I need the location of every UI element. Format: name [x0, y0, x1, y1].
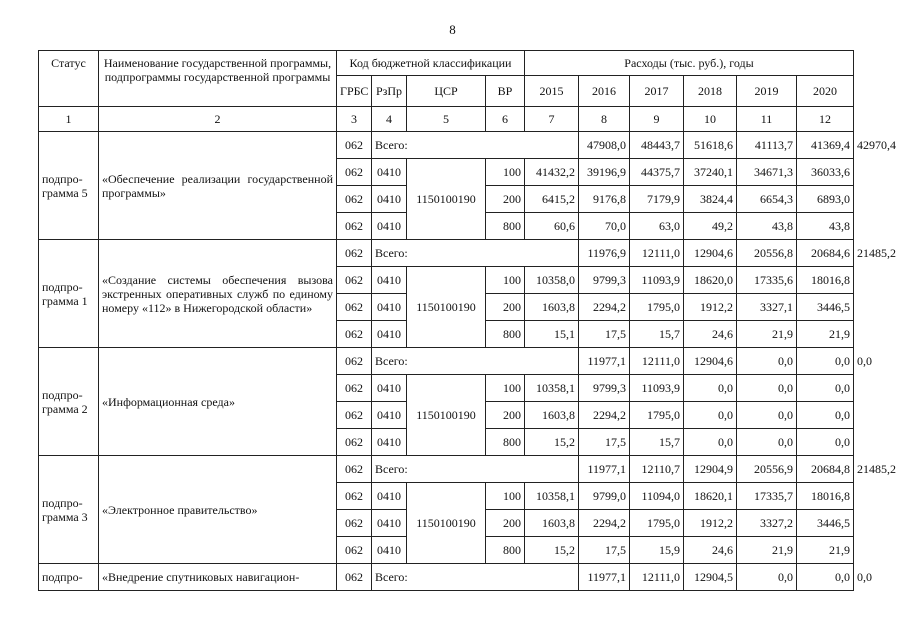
expense-cell: 17,5 [579, 537, 630, 564]
expense-cell: 17335,6 [737, 267, 797, 294]
grbs-cell: 062 [337, 402, 372, 429]
column-number: 1 [39, 107, 99, 132]
csr-cell: 1150100190 [407, 375, 486, 456]
expense-cell: 1912,2 [684, 294, 737, 321]
subprogram-status: подпро- грамма 1 [39, 240, 99, 348]
subprogram-status: подпро- грамма 3 [39, 456, 99, 564]
vr-cell: 800 [486, 213, 525, 240]
expense-cell: 20556,9 [737, 456, 797, 483]
grbs-cell: 062 [337, 294, 372, 321]
expense-cell: 3327,1 [737, 294, 797, 321]
expense-cell: 12904,9 [684, 456, 737, 483]
expense-cell: 15,9 [630, 537, 684, 564]
expense-cell: 39196,9 [579, 159, 630, 186]
vr-cell: 800 [486, 429, 525, 456]
expense-cell: 15,2 [525, 429, 579, 456]
grbs-cell: 062 [337, 240, 372, 267]
header-csr: ЦСР [407, 76, 486, 107]
rzpr-cell: 0410 [372, 537, 407, 564]
subprogram-status: подпро- грамма 2 [39, 348, 99, 456]
expense-cell: 3824,4 [684, 186, 737, 213]
header-year: 2016 [579, 76, 630, 107]
expense-cell: 1603,8 [525, 510, 579, 537]
expense-cell: 24,6 [684, 321, 737, 348]
expense-cell: 48443,7 [630, 132, 684, 159]
grbs-cell: 062 [337, 186, 372, 213]
expense-cell: 17,5 [579, 429, 630, 456]
expense-cell: 43,8 [737, 213, 797, 240]
expense-cell: 12904,6 [684, 348, 737, 375]
expense-cell: 2294,2 [579, 510, 630, 537]
expense-cell: 1912,2 [684, 510, 737, 537]
column-number: 6 [486, 107, 525, 132]
expense-cell: 12904,6 [684, 240, 737, 267]
csr-cell: 1150100190 [407, 267, 486, 348]
expense-cell: 2294,2 [579, 402, 630, 429]
vr-cell: 200 [486, 402, 525, 429]
expense-cell: 18016,8 [797, 483, 854, 510]
column-number: 12 [797, 107, 854, 132]
rzpr-cell: 0410 [372, 429, 407, 456]
rzpr-cell: 0410 [372, 510, 407, 537]
expense-cell: 0,0 [737, 375, 797, 402]
expense-cell: 15,2 [525, 537, 579, 564]
expense-cell: 70,0 [579, 213, 630, 240]
grbs-cell: 062 [337, 132, 372, 159]
expense-cell: 6893,0 [797, 186, 854, 213]
expense-cell: 3327,2 [737, 510, 797, 537]
grbs-cell: 062 [337, 483, 372, 510]
subprogram-total-row: подпро- грамма 2 «Информационная среда» 062 Всего: 11977,1 12111,0 12904,6 0,0 0,0 0,0 [39, 348, 854, 375]
subprogram-name: «Информационная среда» [99, 348, 337, 456]
vr-cell: 100 [486, 159, 525, 186]
expense-cell: 17,5 [579, 321, 630, 348]
expense-cell: 0,0 [797, 402, 854, 429]
expense-cell: 41113,7 [737, 132, 797, 159]
expense-cell: 9799,3 [579, 375, 630, 402]
csr-cell: 1150100190 [407, 159, 486, 240]
expense-cell: 18620,1 [684, 483, 737, 510]
rzpr-cell: 0410 [372, 294, 407, 321]
page-number: 8 [449, 22, 456, 37]
subprogram-status: подпро- [39, 564, 99, 591]
subprogram-total-row: подпро- «Внедрение спутниковых навигацион- 062 Всего: 11977,1 12111,0 12904,5 0,0 0,0 0,0 [39, 564, 854, 591]
expense-cell: 0,0 [737, 402, 797, 429]
vr-cell: 800 [486, 321, 525, 348]
grbs-cell: 062 [337, 375, 372, 402]
expense-cell: 36033,6 [797, 159, 854, 186]
rzpr-cell: 0410 [372, 267, 407, 294]
expense-cell: 20556,8 [737, 240, 797, 267]
expense-cell: 15,7 [630, 429, 684, 456]
grbs-cell: 062 [337, 564, 372, 591]
column-number: 8 [579, 107, 630, 132]
rzpr-cell: 0410 [372, 483, 407, 510]
expense-cell: 24,6 [684, 537, 737, 564]
vr-cell: 100 [486, 267, 525, 294]
expense-cell: 47908,0 [579, 132, 630, 159]
expense-cell: 21,9 [797, 321, 854, 348]
grbs-cell: 062 [337, 213, 372, 240]
expense-cell: 0,0 [737, 429, 797, 456]
expense-cell: 0,0 [684, 375, 737, 402]
subprogram-total-row: подпро- грамма 1 «Создание системы обеспечения вызова экстренных оперативных служб по единому номеру «112» в Нижегородской области» 062 Всего: 11976,9 12111,0 12904,6 20556,8 20684,6 21485,2 [39, 240, 854, 267]
expense-cell: 43,8 [797, 213, 854, 240]
rzpr-cell: 0410 [372, 375, 407, 402]
expense-cell: 11094,0 [630, 483, 684, 510]
expense-cell: 51618,6 [684, 132, 737, 159]
vr-cell: 800 [486, 537, 525, 564]
vr-cell: 200 [486, 186, 525, 213]
expense-cell: 12904,5 [684, 564, 737, 591]
expense-cell: 37240,1 [684, 159, 737, 186]
expense-cell: 11093,9 [630, 267, 684, 294]
expense-cell: 1603,8 [525, 294, 579, 321]
total-label: Всего: [372, 240, 579, 267]
column-number: 3 [337, 107, 372, 132]
subprogram-total-row: подпро- грамма 3 «Электронное правительство» 062 Всего: 11977,1 12110,7 12904,9 20556,9 20684,8 21485,2 [39, 456, 854, 483]
header-vr: ВР [486, 76, 525, 107]
expense-cell: 0,0 [797, 348, 854, 375]
expense-cell: 2294,2 [579, 294, 630, 321]
expense-cell: 10358,1 [525, 375, 579, 402]
expense-cell: 0,0 [684, 429, 737, 456]
column-number: 9 [630, 107, 684, 132]
expense-cell: 11977,1 [579, 348, 630, 375]
expense-cell: 6654,3 [737, 186, 797, 213]
expense-cell: 11093,9 [630, 375, 684, 402]
expense-cell: 10358,0 [525, 267, 579, 294]
expense-cell: 18016,8 [797, 267, 854, 294]
column-number: 4 [372, 107, 407, 132]
expense-cell: 12111,0 [630, 240, 684, 267]
expense-cell: 9799,3 [579, 267, 630, 294]
expense-cell: 15,1 [525, 321, 579, 348]
header-year: 2018 [684, 76, 737, 107]
grbs-cell: 062 [337, 267, 372, 294]
vr-cell: 100 [486, 483, 525, 510]
subprogram-total-row: подпро- грамма 5 «Обеспечение реализации государственной программы» 062 Всего: 47908,0 48443,7 51618,6 41113,7 41369,4 42970,4 [39, 132, 854, 159]
subprogram-name: «Создание системы обеспечения вызова экстренных оперативных служб по единому номеру «112» в Нижегородской области» [99, 240, 337, 348]
total-label: Всего: [372, 348, 579, 375]
expense-cell: 12111,0 [630, 348, 684, 375]
expense-cell: 11977,1 [579, 456, 630, 483]
header-year: 2020 [797, 76, 854, 107]
header-status: Статус [39, 51, 99, 107]
csr-cell: 1150100190 [407, 483, 486, 564]
column-number: 7 [525, 107, 579, 132]
expense-cell: 0,0 [737, 348, 797, 375]
expense-cell: 0,0 [797, 429, 854, 456]
header-name: Наименование государственной программы, подпрограммы государственной программы [99, 51, 337, 107]
budget-table [38, 50, 896, 591]
grbs-cell: 062 [337, 456, 372, 483]
column-numbers-row [39, 107, 854, 132]
expense-cell: 1795,0 [630, 510, 684, 537]
expense-cell: 18620,0 [684, 267, 737, 294]
subprogram-name: «Обеспечение реализации государственной программы» [99, 132, 337, 240]
total-label: Всего: [372, 132, 579, 159]
vr-cell: 200 [486, 510, 525, 537]
expense-cell: 1795,0 [630, 294, 684, 321]
table-body [39, 132, 896, 591]
expense-cell: 6415,2 [525, 186, 579, 213]
rzpr-cell: 0410 [372, 213, 407, 240]
total-label: Всего: [372, 564, 579, 591]
expense-cell: 44375,7 [630, 159, 684, 186]
total-label: Всего: [372, 456, 579, 483]
header-code-group: Код бюджетной классификации [337, 51, 525, 76]
header-year: 2015 [525, 76, 579, 107]
subprogram-name: «Электронное правительство» [99, 456, 337, 564]
expense-cell: 12111,0 [630, 564, 684, 591]
grbs-cell: 062 [337, 159, 372, 186]
expense-cell: 7179,9 [630, 186, 684, 213]
expense-cell: 9799,0 [579, 483, 630, 510]
expense-cell: 11976,9 [579, 240, 630, 267]
expense-cell: 41369,4 [797, 132, 854, 159]
expense-cell: 17335,7 [737, 483, 797, 510]
subprogram-status: подпро- грамма 5 [39, 132, 99, 240]
subprogram-name: «Внедрение спутниковых навигацион- [99, 564, 337, 591]
column-number: 11 [737, 107, 797, 132]
rzpr-cell: 0410 [372, 159, 407, 186]
expense-cell: 0,0 [797, 375, 854, 402]
header-expenses-group: Расходы (тыс. руб.), годы [525, 51, 854, 76]
grbs-cell: 062 [337, 321, 372, 348]
vr-cell: 100 [486, 375, 525, 402]
expense-cell: 0,0 [684, 402, 737, 429]
expense-cell: 34671,3 [737, 159, 797, 186]
header-year: 2017 [630, 76, 684, 107]
grbs-cell: 062 [337, 510, 372, 537]
expense-cell: 21,9 [737, 321, 797, 348]
column-number: 10 [684, 107, 737, 132]
expense-cell: 1603,8 [525, 402, 579, 429]
grbs-cell: 062 [337, 348, 372, 375]
expense-cell: 15,7 [630, 321, 684, 348]
expense-cell: 0,0 [737, 564, 797, 591]
expense-cell: 20684,6 [797, 240, 854, 267]
header-grbs: ГРБС [337, 76, 372, 107]
column-number: 2 [99, 107, 337, 132]
header-year: 2019 [737, 76, 797, 107]
expense-cell: 9176,8 [579, 186, 630, 213]
expense-cell: 0,0 [797, 564, 854, 591]
expense-cell: 20684,8 [797, 456, 854, 483]
header-rzpr: РзПр [372, 76, 407, 107]
expense-cell: 11977,1 [579, 564, 630, 591]
expense-cell: 3446,5 [797, 294, 854, 321]
expense-cell: 21,9 [797, 537, 854, 564]
expense-cell: 41432,2 [525, 159, 579, 186]
expense-cell: 12110,7 [630, 456, 684, 483]
expense-cell: 3446,5 [797, 510, 854, 537]
column-number: 5 [407, 107, 486, 132]
expense-cell: 21,9 [737, 537, 797, 564]
grbs-cell: 062 [337, 537, 372, 564]
expense-cell: 49,2 [684, 213, 737, 240]
expense-cell: 1795,0 [630, 402, 684, 429]
expense-cell: 10358,1 [525, 483, 579, 510]
grbs-cell: 062 [337, 429, 372, 456]
rzpr-cell: 0410 [372, 321, 407, 348]
expense-cell: 63,0 [630, 213, 684, 240]
rzpr-cell: 0410 [372, 186, 407, 213]
expense-cell: 60,6 [525, 213, 579, 240]
rzpr-cell: 0410 [372, 402, 407, 429]
vr-cell: 200 [486, 294, 525, 321]
